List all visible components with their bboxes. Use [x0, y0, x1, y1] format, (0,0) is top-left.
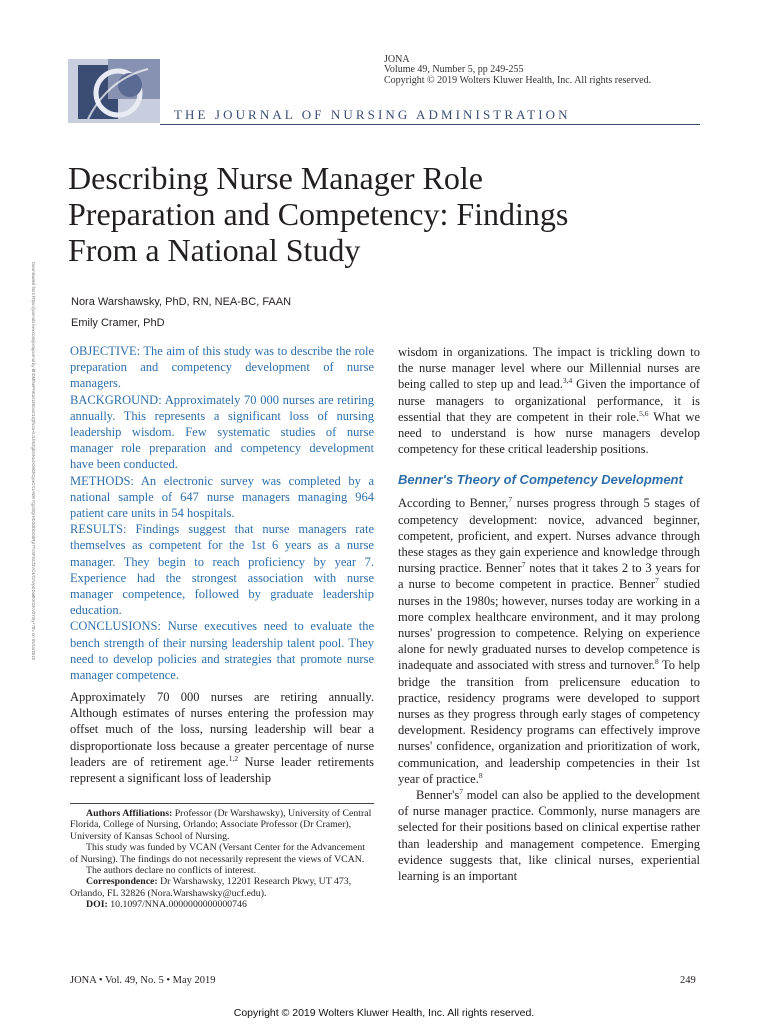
- citation: 3,4: [562, 376, 573, 386]
- journal-abbrev: JONA: [384, 54, 410, 65]
- correspondence-note: Correspondence: Dr Warshawsky, 12201 Research Pkwy, UT 473, Orlando, FL 32826 (Nora.Warshawsky@ucf.edu).: [70, 876, 352, 899]
- abstract: [70, 343, 374, 683]
- abstract-label: CONCLUSIONS:: [70, 619, 161, 634]
- abstract-label: BACKGROUND:: [70, 392, 162, 407]
- header-rule: [160, 124, 700, 125]
- abstract-label: RESULTS:: [70, 522, 127, 537]
- affiliation-note: Authors Affiliations: Professor (Dr Warshawsky), University of Central Florida, College of Nursing, Orlando; Associate Professor (Dr Cramer), University of Kansas School of Nursing.: [70, 808, 372, 842]
- body-paragraph: $Benner's^7$ model can also be applied to the development of nurse manager practice. Commonly, nurse managers are selected for their positions based on clinical expertise rather than leadership and management competence. Emerging evidence suggests that, like clinical nurses, experiential learning is an important: [398, 786, 700, 884]
- doi-note: DOI: 10.1097/NNA.0000000000000746: [86, 899, 247, 911]
- journal-name: THE JOURNAL OF NURSING ADMINISTRATION: [174, 107, 571, 122]
- title-line: Describing Nurse Manager Role: [68, 160, 483, 196]
- citation: 7: [459, 786, 463, 796]
- citation: 7: [508, 495, 513, 505]
- abstract-label: METHODS:: [70, 473, 134, 488]
- download-note-text: Downloaded from https://journals.lww.com/jonajournal by BhDMf5ePHKav1zEoum1tQfN4a+kJLhEZgbsIHo4XMi0hCywCX1AWnYQp/IlQrHD3i3D0OdRyi7TvSFl4Cf3VC4/OAVpDDa8KKGKV0Ymy+78= on 05/16/2019: [31, 262, 36, 660]
- volume-line: Volume 49, Number 5, pp 249-255: [384, 64, 524, 76]
- abstract-background: BACKGROUND: Approximately 70 000 nurses are retiring annually. This represents a significant loss of nursing leadership wisdom. Few systematic studies of nurse manager role preparation and competency development have been conducted.: [70, 392, 375, 472]
- article-title: [68, 160, 708, 268]
- body-paragraph: Approximately 70 000 nurses are retiring annually. Although estimates of nurses entering the profession may offset much of the loss, nursing leadership will bear a disproportionate loss because a greater percentage of nurse leaders are of retirement age.$^{1,2}$ Nurse leader retirements represent a significant loss of leadership: [70, 690, 375, 786]
- abstract-label: OBJECTIVE:: [70, 344, 141, 358]
- journal-logo: [68, 59, 160, 123]
- conflicts-note: The authors declare no conflicts of interest.: [86, 865, 257, 877]
- footer-citation: JONA • Vol. 49, No. 5 • May 2019: [70, 975, 216, 986]
- abstract-methods: METHODS: An electronic survey was completed by a national sample of 647 nurse managers managing 964 patient care units in 54 hospitals.: [70, 473, 374, 521]
- body-paragraph: wisdom in organizations. The impact is trickling down to the nurse manager level where our Millennial nurses are being called to step up and lead.$^{3,4}$ Given the importance of nurse managers to organizational performance, it is essential that they are competent in their role.$^{5,6}$ What we need to understand is how nurse managers develop competency for these critical leadership positions.: [398, 345, 700, 457]
- right-column: [398, 344, 700, 884]
- download-note: [28, 262, 38, 762]
- citation: 8: [478, 770, 483, 780]
- citation: 7: [655, 576, 659, 586]
- body-paragraph: According to Benner,$^7$ nurses progress through 5 stages of competency development: novice, advanced beginner, competent, proficient, and expert. Nurses advance through these stages as they gain experience and knowledge through nursing practice. Benner$^7$ notes that it takes 2 to 3 years for a nurse to become competent in practice. Benner$^7$ studied nurses in the 1980s; however, nurses today are working in a more complex healthcare environment, and it may prolong nurses' progression to competence. Relying on experience alone for newly graduated nurses to develop competence is inadequate and associated with stress and turnover.$^8$ To help bridge the transition from prelicensure education to practice, residency programs were developed to support nurses as they progress through early stages of competency development. Residency programs can effectively improve nurses' confidence, organization and prioritization of work, communication, and leadership competencies in their 1st year of practice.$^8$: [398, 495, 701, 786]
- author-list: [71, 292, 291, 334]
- journal-info: [384, 55, 651, 86]
- citation: 7: [521, 560, 526, 570]
- author-name: Nora Warshawsky, PhD, RN, NEA-BC, FAAN: [71, 296, 292, 308]
- author-affiliations: [70, 808, 374, 911]
- abstract-conclusions: CONCLUSIONS: Nurse executives need to evaluate the bench strength of their nursing leadership talent pool. They need to develop policies and strategies that promote nurse manager competence.: [70, 619, 374, 683]
- abstract-objective: OBJECTIVE: The aim of this study was to describe the role preparation and competency development of nurse managers.: [70, 344, 375, 391]
- copyright-line: Copyright © 2019 Wolters Kluwer Health, Inc. All rights reserved.: [384, 74, 652, 86]
- author-name: Emily Cramer, PhD: [71, 317, 165, 329]
- funding-note: This study was funded by VCAN (Versant Center for the Advancement of Nursing). The findings do not necessarily represent the views of VCAN.: [70, 842, 365, 865]
- title-line: From a National Study: [68, 232, 361, 268]
- footer-copyright: Copyright © 2019 Wolters Kluwer Health, Inc. All rights reserved.: [233, 1007, 535, 1019]
- citation: 1,2: [228, 753, 239, 763]
- section-heading: Benner's Theory of Competency Development: [398, 472, 683, 488]
- abstract-results: RESULTS: Findings suggest that nurse managers rate themselves as competent for the 1st 6 years as a nurse manager. They begin to reach proficiency by year 7. Experience had the strongest association with nurse manager competence, followed by graduate leadership education.: [70, 522, 374, 618]
- page-number: 249: [680, 975, 696, 986]
- citation: 5,6: [639, 408, 649, 418]
- footnote-rule: [70, 803, 374, 804]
- intro-text: [70, 689, 374, 786]
- citation: 8: [655, 657, 659, 667]
- title-line: Preparation and Competency: Findings: [68, 196, 569, 232]
